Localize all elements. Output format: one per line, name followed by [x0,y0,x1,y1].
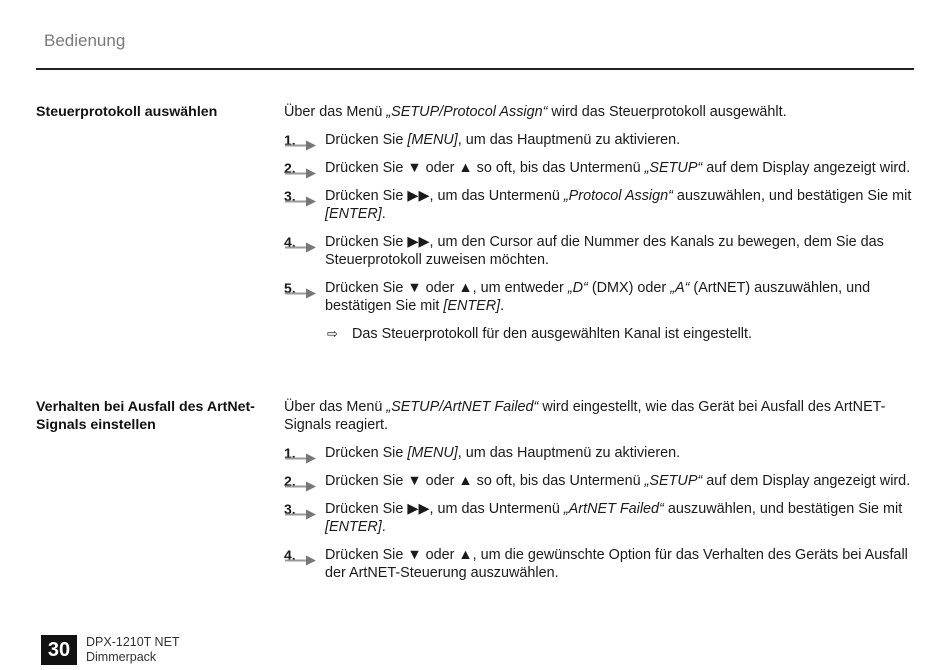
header-divider [36,68,914,70]
step-arrow-icon [285,242,316,253]
step-arrow-icon [285,168,316,179]
step-item: 1. Drücken Sie [MENU], um das Hauptmenü zu aktivieren. [284,131,914,149]
step-item: 5. Drücken Sie ▼ oder ▲, um entweder „D“ (DMX) oder „A“ (ArtNET) auszuwählen, und bestätigen Sie mit [ENTER]. [284,280,871,314]
step-arrow-icon [285,481,316,492]
footer-product-type: Dimmerpack [86,650,157,664]
step-number: 2. [284,473,296,489]
step-number: 1. [284,132,296,148]
step-number: 3. [284,188,296,204]
section-heading: Steuerprotokoll auswählen [36,104,218,120]
footer-model-name: DPX-1210T NET [86,635,180,649]
section-body [284,398,914,592]
step-item: 3. Drücken Sie ▶▶, um das Untermenü „Protocol Assign“ auszuwählen, und bestätigen Sie mit [ENTER]. [284,188,912,222]
section-body [284,103,914,343]
step-number: 3. [284,501,296,517]
step-item: 1. Drücken Sie [MENU], um das Hauptmenü zu aktivieren. [284,444,914,462]
intro-text: Über das Menü „SETUP/ArtNET Failed“ wird eingestellt, wie das Gerät bei Ausfall des ArtNET-Signals reagiert. [284,399,886,433]
step-arrow-icon [285,555,316,566]
step-item: 4. Drücken Sie ▶▶, um den Cursor auf die Nummer des Kanals zu bewegen, dem Sie das Steuerprotokoll zuweisen möchten. [284,234,884,268]
step-number: 4. [284,547,296,563]
step-item: 3. Drücken Sie ▶▶, um das Untermenü „ArtNET Failed“ auszuwählen, und bestätigen Sie mit [ENTER]. [284,501,903,535]
result-arrow-icon: ⇨ [327,326,338,341]
page-header-title: Bedienung [44,31,126,50]
section-heading: Verhalten bei Ausfall des ArtNet-Signals einstellen [36,399,255,433]
step-arrow-icon [285,196,316,207]
step-item: 2. Drücken Sie ▼ oder ▲ so oft, bis das Untermenü „SETUP“ auf dem Display angezeigt wird. [284,159,914,177]
intro-text: Über das Menü „SETUP/Protocol Assign“ wird das Steuerprotokoll ausgewählt. [284,104,787,120]
result-text: Das Steuerprotokoll für den ausgewählten Kanal ist eingestellt. [352,326,752,342]
step-arrow-icon [285,509,316,520]
footer-product-info [86,635,180,665]
step-arrow-icon [285,453,316,464]
step-arrow-icon [285,140,316,151]
step-number: 5. [284,280,296,296]
step-number: 1. [284,445,296,461]
step-item: 2. Drücken Sie ▼ oder ▲ so oft, bis das Untermenü „SETUP“ auf dem Display angezeigt wird. [284,472,914,490]
result-note [284,325,914,343]
step-arrow-icon [285,288,316,299]
page-number: 30 [41,635,77,665]
step-number: 2. [284,160,296,176]
step-number: 4. [284,234,296,250]
step-item: 4. Drücken Sie ▼ oder ▲, um die gewünschte Option für das Verhalten des Geräts bei Ausfall der ArtNET-Steuerung auszuwählen. [284,547,908,581]
